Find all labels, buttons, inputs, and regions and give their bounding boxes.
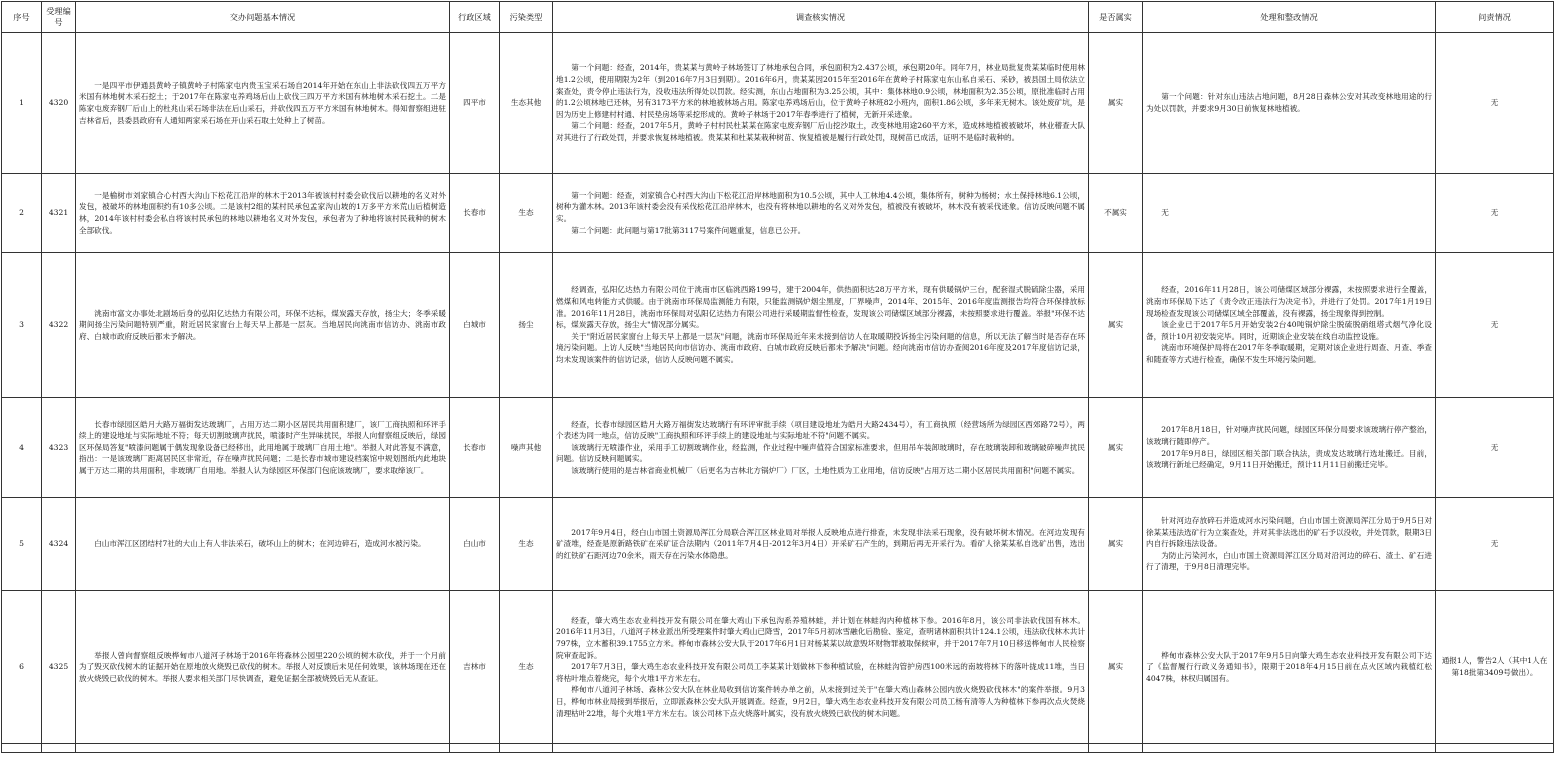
cell-no: 1 xyxy=(2,33,42,174)
paragraph: 洮南市环境保护局将在2017年冬季取暖期，定期对该企业进行周查、月查、季查和随查等方式进行检查，确保不发生环境污染问题。 xyxy=(1146,343,1432,364)
table-row xyxy=(2,398,1554,498)
cell-pollution-type: 生态 xyxy=(500,591,553,744)
cell-accountability: 无 xyxy=(1436,498,1554,591)
header-verified: 是否属实 xyxy=(1089,2,1143,33)
cell-region: 长春市 xyxy=(450,174,500,253)
cell-rectification xyxy=(1143,498,1436,591)
table-row-continued xyxy=(2,744,1554,753)
paragraph: 经查，肇大鸡生态农业科技开发有限公司在肇大鸡山下承包沟系养殖林蛙，并计划在林蛙沟内种植林下参。2016年8月，该公司非法砍伐国有林木。2016年11月3日，八道河子林业派出所受理案件时肇大鸡山已降雪，2017年5月初冰雪融化后勘验、鉴定，查明诸林面积共计124.1公顷，违法砍伐林木共计797株，立木蓄积39.1755立方米。桦甸市森林公安大队于2017年6月1日对杨某某以故意毁坏财物罪被取保候审，并于2017年7月10日移送桦甸市人民检察院审查起诉。 xyxy=(556,615,1085,660)
cell-verified: 属实 xyxy=(1089,398,1143,498)
cell-no: 3 xyxy=(2,253,42,398)
cell-issue xyxy=(76,174,450,253)
empty-cell xyxy=(500,744,553,753)
cell-region: 吉林市 xyxy=(450,591,500,744)
empty-cell xyxy=(450,744,500,753)
cell-investigation xyxy=(553,253,1089,398)
paragraph: 一是榆树市刘家镇合心村西大沟山下松花江沿岸的林木于2013年被该村村委会砍伐后以耕地的名义对外发包，被破坏的林地面积约有10多公顷。二是该村2组的某村民承包孟家沟山坡的1万多平方米荒山后植树造林，2014年该村村委会私自将该村民承包的林地以耕地名义对外发包，承包者为了种地将该村民栽种的树木全部砍伐。 xyxy=(79,190,446,235)
paragraph: 该玻璃行无喷漆作业，采用手工切割玻璃作业，经监测，作业过程中噪声值符合国家标准要求，但用吊车装卸玻璃时，存在玻璃装卸和玻璃破碎噪声扰民问题。信访反映问题属实。 xyxy=(556,442,1085,464)
empty-cell xyxy=(76,744,450,753)
cell-rectification xyxy=(1143,398,1436,498)
empty-cell xyxy=(42,744,76,753)
paragraph: 2017年8月18日，针对噪声扰民问题，绿园区环保分局要求该玻璃行停产整治，该玻璃行随即停产。 xyxy=(1146,425,1432,446)
cell-issue xyxy=(76,253,450,398)
cell-region: 四平市 xyxy=(450,33,500,174)
paragraph: 白山市浑江区团结村7社的大山上有人非法采石，破坏山上的树木；在河边碎石，造成河水被污染。 xyxy=(94,539,426,549)
paragraph: 第二个问题：此问题与第17批第3117号案件问题重复，信息已公开。 xyxy=(571,225,806,235)
paragraph: 举报人曾向督察组反映桦甸市八道河子林场于2016年将森林公园里220公顷的树木砍伐，并于一个月前为了毁灭砍伐树木的证据开始在原地放火烧毁已砍伐的树木。举报人对反馈后未见任何效果，该林场现在还在放火烧毁已砍伐的树木。举报人要求相关部门尽快调查，避免证据全部被烧毁后无从查证。 xyxy=(79,650,446,683)
header-issue: 交办问题基本情况 xyxy=(76,2,450,33)
cell-accountability: 无 xyxy=(1436,33,1554,174)
header-accountability: 问责情况 xyxy=(1436,2,1554,33)
cell-issue xyxy=(76,398,450,498)
header-region: 行政区域 xyxy=(450,2,500,33)
cell-rectification xyxy=(1143,253,1436,398)
paragraph: 桦甸市八道河子林场、森林公安大队在林业局收到信访案件转办单之前，从未接到过关于"在肇大鸡山森林公园内放火烧毁砍伐林木"的案件举报。9月3日，桦甸市林业局接到举报后，立即派森林公安大队开展调查。经查，9月2日，肇大鸡生态农业科技开发有限公司员工杨有清等人为种植林下参再次点火焚烧清理枯叶22堆，每个火堆1平方米左右。该公司林下点火烧落叶属实，没有放火烧毁已砍伐的树木问题。 xyxy=(556,685,1085,718)
paragraph: 关于"附近居民家窗台上每天早上都是一层灰"问题，洮南市环保局近年来未接到信访人在取暖期投诉扬尘污染问题的信息，所以无法了解当时是否存在环境污染问题。上访人反映"当地居民向市信访办、洮南市政府、白城市政府反映后都未予解决"问题。经向洮南市信访办查阅2016年度及2017年度信访记录，均未发现该案件的信访记录，信访人反映问题不属实。 xyxy=(556,331,1085,364)
cell-accountability: 通报1人，警告2人（其中1人在第18批第3409号做出）。 xyxy=(1436,591,1554,744)
paragraph: 为防止污染河水，白山市国土资源局浑江区分局对沿河边的碎石、渣土、矿石进行了清理，于9月8日清理完毕。 xyxy=(1146,550,1432,572)
cell-accountability: 无 xyxy=(1436,253,1554,398)
cell-no: 2 xyxy=(2,174,42,253)
cell-accountability: 无 xyxy=(1436,174,1554,253)
cell-case-id: 4322 xyxy=(42,253,76,398)
paragraph: 一是四平市伊通县黄岭子镇黄岭子村陈家屯内贵玉宝采石场自2014年开始在东山上非法砍伐四五万平方米国有林地树木采石挖土；于2017年在陈家屯养鸡场后山上砍伐三四万平方米国有林地树木采石挖土。二是陈家屯废弃钢厂后山上的杜兆山采石场非法在后山采石，并砍伐四五万平方米国有林地树木。得知督察组进驻吉林省后，县委县政府有人通知两家采石场在开山采石取土处种上了树苗。 xyxy=(79,80,446,125)
cell-issue xyxy=(76,591,450,744)
paragraph: 该企业已于2017年5月开始安装2台40吨锅炉除尘脱硫脱硝组塔式烟气净化设备，预计10月初安装完毕。同时，近期该企业安装在线自动监控设施。 xyxy=(1146,320,1432,341)
cell-region: 白山市 xyxy=(450,498,500,591)
cell-case-id: 4325 xyxy=(42,591,76,744)
cell-case-id: 4321 xyxy=(42,174,76,253)
table-row xyxy=(2,33,1554,174)
cell-rectification xyxy=(1143,33,1436,174)
cell-verified: 属实 xyxy=(1089,498,1143,591)
cell-region: 长春市 xyxy=(450,398,500,498)
empty-cell xyxy=(2,744,42,753)
table-row xyxy=(2,591,1554,744)
header-rectification: 处理和整改情况 xyxy=(1143,2,1436,33)
cell-verified: 属实 xyxy=(1089,33,1143,174)
paragraph: 该玻璃行使用的是吉林省商业机械厂（后更名为吉林北方锅炉厂）厂区，土地性质为工业用地，信访反映"占用万达二期小区居民共用面积"问题不属实。 xyxy=(571,465,1080,475)
header-investigation: 调查核实情况 xyxy=(553,2,1089,33)
cell-investigation xyxy=(553,498,1089,591)
table-row xyxy=(2,498,1554,591)
cell-verified: 属实 xyxy=(1089,591,1143,744)
cell-pollution-type: 生态 xyxy=(500,174,553,253)
cell-rectification xyxy=(1143,591,1436,744)
cell-verified: 不属实 xyxy=(1089,174,1143,253)
paragraph: 第二个问题：经查，2017年5月，黄岭子村村民杜某某在陈家屯废弃钢厂后山挖沙取土，改变林地用途260平方米，造成林地植被被破坏，林业稽查大队对其进行了行政处罚，并要求恢复林地植被。贵某某和杜某某栽种树苗、恢复植被是履行行政处罚，现树苗已成活，证明不是临时栽种的。 xyxy=(556,121,1085,142)
cell-verified: 属实 xyxy=(1089,253,1143,398)
cell-region: 白城市 xyxy=(450,253,500,398)
header-no: 序号 xyxy=(2,2,42,33)
case-table xyxy=(1,1,1554,753)
empty-cell xyxy=(1089,744,1143,753)
empty-cell xyxy=(553,744,1089,753)
paragraph: 2017年7月3日，肇大鸡生态农业科技开发有限公司员工李某某计划做林下参种植试验，在林蛙沟管护房西100米远的南坡将林下的落叶拢成11堆，当日将枯叶堆点着烧完，每个火堆1平方米左右。 xyxy=(556,662,1085,683)
paragraph: 第一个问题：经查，2014年，贵某某与黄岭子林场签订了林地承包合同，承包面积为2.437公顷，承包期20年。同年7月，林业局批复贵某某临时使用林地1.2公顷，使用期限为2年（到2016年7月3日到期）。2016年6月，贵某某因2015年至2016年在黄岭子村陈家屯东山私自采石、采砂，被县国土局依法立案查处，责令停止违法行为，没收违法所得处以罚款。经实测，东山占地面积为3.25公顷，其中：集体林地0.9公顷，林地面积为2.35公顷，原批准临时占用的1.2公顷林地已还林，另有3173平方米的林地被林场占用。陈家屯养鸡场后山，位于黄岭子林班82小班内，面积1.86公顷，多年来无树木。该处废矿坑，是因为历史上修建村村通、村民垫房场等采挖形成的。黄岭子林场于2017年春季进行了植树，无新开采迹象。 xyxy=(556,63,1085,119)
paragraph: 第一个问题：针对东山违法占地问题，8月28日森林公安对其改变林地用途的行为处以罚款，并要求9月30日前恢复林地植被。 xyxy=(1146,92,1432,113)
cell-no: 6 xyxy=(2,591,42,744)
empty-cell xyxy=(1436,744,1554,753)
cell-pollution-type: 噪声其他 xyxy=(500,398,553,498)
header-pollution-type: 污染类型 xyxy=(500,2,553,33)
cell-investigation xyxy=(553,591,1089,744)
header-case-id: 受理编号 xyxy=(42,2,76,33)
empty-cell xyxy=(1143,744,1436,753)
cell-issue xyxy=(76,498,450,591)
cell-no: 5 xyxy=(2,498,42,591)
header-row xyxy=(2,2,1554,33)
cell-case-id: 4323 xyxy=(42,398,76,498)
paragraph: 经查，长春市绿园区皓月大路万福街发达玻璃行有环评审批手续（项目建设地址为皓月大路2434号），有工商执照（经营场所为绿园区西郊路72号），两个表述为同一地点，信访反映"工商执照和环评手续上的建设地址与实际地址不符"问题不属实。 xyxy=(556,419,1085,441)
paragraph: 洮南市富文办事处北剧场后身的弘阳亿达热力有限公司，环保不达标，煤炭露天存放，扬尘大；冬季采暖期间扬尘污染问题特别严重，附近居民家窗台上每天早上都是一层灰。当地居民向洮南市信访办、洮南市政府、白城市政府反映后都未予解决。 xyxy=(79,308,446,341)
cell-case-id: 4324 xyxy=(42,498,76,591)
paragraph: 无 xyxy=(1161,208,1169,218)
paragraph: 2017年9月4日，经白山市国土资源局浑江分局联合浑江区林业局对举报人反映地点进行排查，未发现非法采石现象，没有破坏树木情况。在河边发现有矿渣堆，经查是原新路铁矿在采矿证合法期内（2011年7月4日-2012年3月4日）开采矿石产生的，到期后再无开采行为。看矿人徐某某私自选矿出售，选出的红铁矿石距河边70余米，雨天存在污染水体隐患。 xyxy=(556,527,1085,560)
cell-no: 4 xyxy=(2,398,42,498)
cell-issue xyxy=(76,33,450,174)
cell-pollution-type: 生态其他 xyxy=(500,33,553,174)
paragraph: 第一个问题：经查，刘家镇合心村西大沟山下松花江沿岸林地面积为10.5公顷，其中人工林地4.4公顷，集体所有，树种为杨树；水土保持林地6.1公顷，树种为灌木林。2013年该村委会没有采伐松花江沿岸林木，也没有将林地以耕地的名义对外发包，植被没有被破坏，林木没有被采伐迹象。信访反映问题不属实。 xyxy=(556,190,1085,223)
cell-accountability: 无 xyxy=(1436,398,1554,498)
cell-investigation xyxy=(553,398,1089,498)
cell-case-id: 4320 xyxy=(42,33,76,174)
paragraph: 针对河边存放碎石并造成河水污染问题，白山市国土资源局浑江分局于9月5日对徐某某违法选矿行为立案查处，并对其非法选出的矿石予以没收，并处罚款，限期3日内自行拆除违法设备。 xyxy=(1146,516,1432,549)
paragraph: 经查，2016年11月28日，该公司储煤区域部分裸露，未按照要求进行全覆盖，洮南市环保局下达了《责令改正违法行为决定书》，并进行了处罚。2017年1月19日现场检查发现该公司储煤区域全部覆盖，没有裸露，扬尘现象得到控制。 xyxy=(1146,285,1432,318)
cell-investigation xyxy=(553,174,1089,253)
cell-rectification xyxy=(1143,174,1436,253)
paragraph: 桦甸市森林公安大队于2017年9月5日向肇大鸡生态农业科技开发有限公司下达了《监督履行行政义务通知书》，限期于2018年4月15日前在点火区域内栽植红松4047株，林权归属国有。 xyxy=(1146,650,1432,683)
cell-pollution-type: 生态 xyxy=(500,498,553,591)
paragraph: 长春市绿园区皓月大路万福街发达玻璃厂，占用万达二期小区居民共用面积建厂，该厂工商执照和环评手续上的建设地址与实际地址不符；每天切割玻璃声扰民，喷漆时产生异味扰民，举报人向督察组反映后，绿园区环保局答复"喷漆问题属于偶发现象设备已经移出，此用地属于玻璃厂自用土地"。举报人对此答复不满意，指出：一是该玻璃厂距离居民区非常近，存在噪声扰民问题；二是长春市城市建设档案馆中规划图纸内此地块属于万达二期的共用面积，非玻璃厂自用地。举报人认为绿园区环保部门包庇该玻璃厂，要求取缔该厂。 xyxy=(79,419,446,475)
paragraph: 2017年9月8日，绿园区相关部门联合执法，责成发达玻璃行选址搬迁。目前，该玻璃行新址已经确定，9月11日开始搬迁，预计11月11日前搬迁完毕。 xyxy=(1146,448,1432,470)
cell-investigation xyxy=(553,33,1089,174)
table-row xyxy=(2,253,1554,398)
table-row xyxy=(2,174,1554,253)
cell-pollution-type: 扬尘 xyxy=(500,253,553,398)
paragraph: 经调查，弘阳亿达热力有限公司位于洮南市区临洮西路199号，建于2004年，供热面积达28万平方米，现有供暖锅炉三台，配套湿式脱硫除尘器，采用燃煤和风电转能方式供暖。由于洮南市环保局监测能力有限，只能监测锅炉烟尘黑度，厂界噪声，2014年、2015年、2016年度监测报告均符合环保排放标准。2016年11月28日，洮南市环保局对弘阳亿达热力有限公司进行采暖期监督性检查，发现该公司储煤区域部分裸露，未按照要求进行覆盖。举报"环保不达标，煤炭露天存放，扬尘大"情况部分属实。 xyxy=(556,285,1085,330)
